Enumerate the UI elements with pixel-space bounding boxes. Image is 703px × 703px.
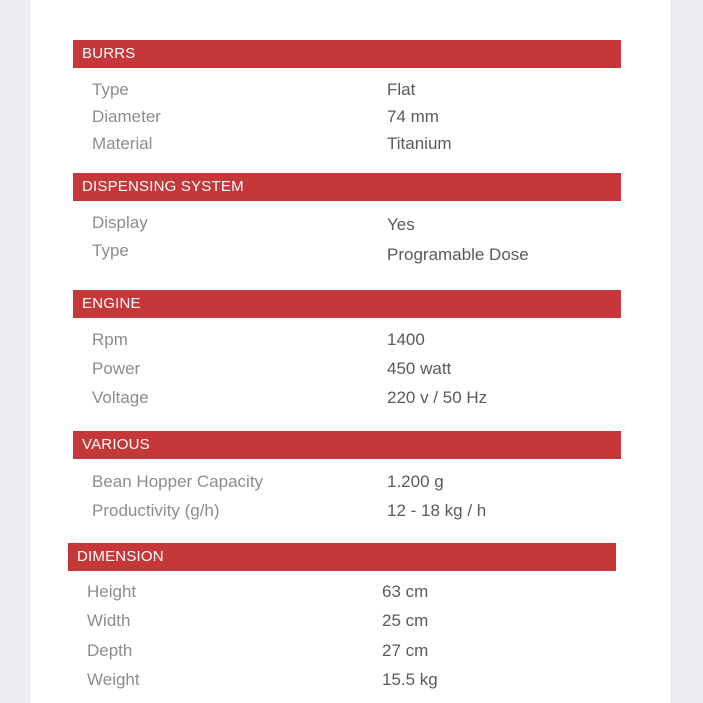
spec-label: Power — [92, 359, 141, 378]
spec-label: Depth — [87, 641, 133, 660]
section-header-dimension: DIMENSION — [68, 543, 616, 571]
section-header-engine: ENGINE — [73, 290, 621, 318]
spec-row-bean-hopper-capacity — [92, 469, 612, 495]
section-header-burrs: BURRS — [73, 40, 621, 68]
spec-value: 12 - 18 kg / h — [387, 501, 487, 520]
spec-label: Productivity (g/h) — [92, 501, 220, 520]
spec-value: 220 v / 50 Hz — [387, 388, 488, 407]
spec-row-height — [87, 579, 607, 605]
spec-row-weight — [87, 667, 607, 693]
spec-value: 27 cm — [382, 641, 429, 660]
section-header-dispensing-system: DISPENSING SYSTEM — [73, 173, 621, 201]
spec-label: Display — [92, 213, 148, 232]
spec-label: Voltage — [92, 388, 149, 407]
spec-label: Type — [92, 80, 129, 99]
spec-label: Material — [92, 134, 153, 153]
spec-row-burrs-type — [92, 77, 612, 103]
spec-value: 15.5 kg — [382, 670, 438, 689]
spec-row-burrs-material — [92, 131, 612, 157]
spec-row-burrs-diameter — [92, 104, 612, 130]
spec-label: Height — [87, 582, 137, 601]
spec-value: Flat — [387, 80, 416, 99]
spec-row-voltage — [92, 385, 612, 411]
spec-row-dispensing-type — [92, 238, 612, 264]
spec-label: Type — [92, 241, 129, 260]
spec-row-productivity — [92, 498, 612, 524]
spec-value: 25 cm — [382, 611, 429, 630]
spec-value: Titanium — [387, 134, 452, 153]
spec-sheet — [30, 0, 671, 703]
spec-row-width — [87, 608, 607, 634]
section-header-various: VARIOUS — [73, 431, 621, 459]
spec-label: Weight — [87, 670, 140, 689]
spec-label: Diameter — [92, 107, 161, 126]
spec-value: 1400 — [387, 330, 425, 349]
spec-value: 74 mm — [387, 107, 439, 126]
spec-row-display — [92, 210, 612, 236]
spec-value: 63 cm — [382, 582, 429, 601]
spec-value: Programable Dose — [387, 245, 529, 264]
spec-row-rpm — [92, 327, 612, 353]
spec-value: Yes — [387, 215, 415, 234]
spec-row-power — [92, 356, 612, 382]
spec-label: Width — [87, 611, 131, 630]
spec-value: 1.200 g — [387, 472, 444, 491]
spec-label: Bean Hopper Capacity — [92, 472, 264, 491]
spec-label: Rpm — [92, 330, 128, 349]
spec-value: 450 watt — [387, 359, 452, 378]
spec-row-depth — [87, 638, 607, 664]
